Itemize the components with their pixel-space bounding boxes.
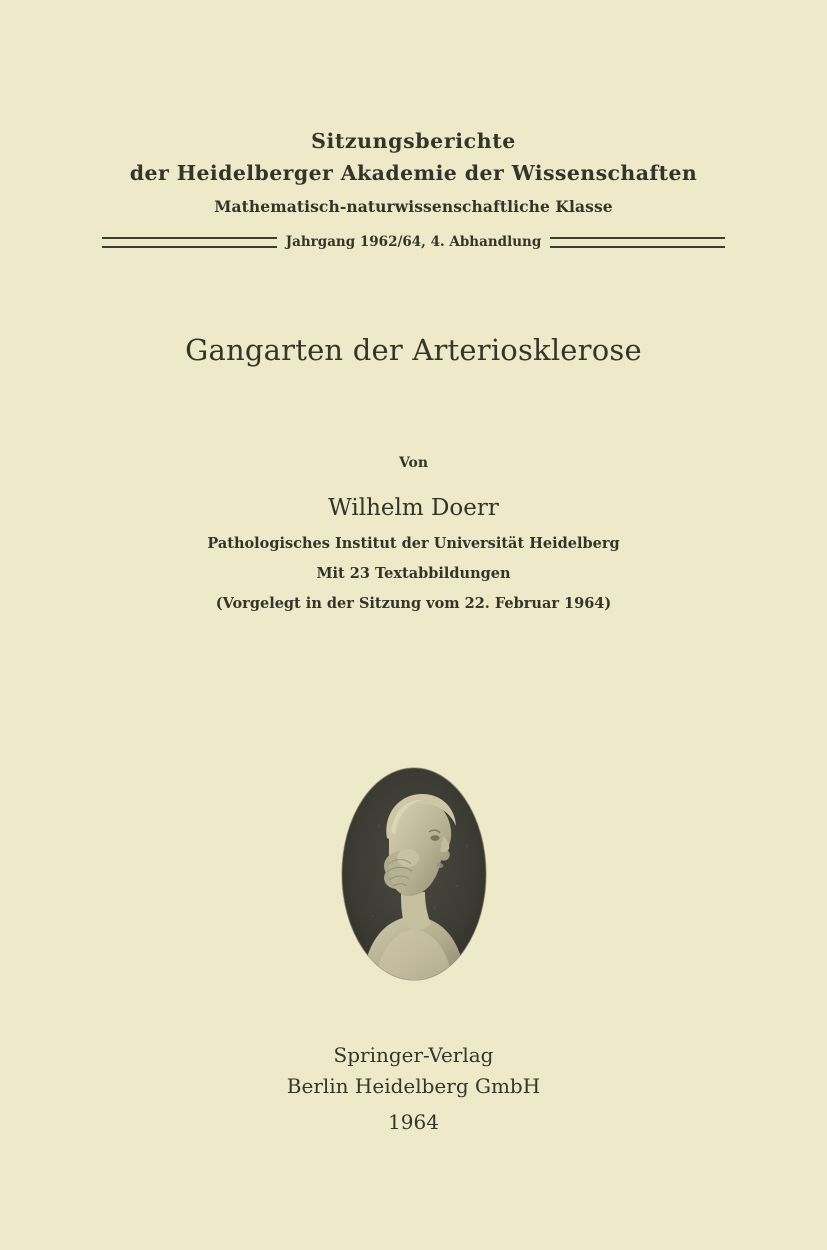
volume-designation: Jahrgang 1962/64, 4. Abhandlung	[285, 234, 542, 250]
by-word: Von	[398, 455, 429, 471]
series-subtitle: Mathematisch-naturwissenschaftliche Klasse	[214, 197, 613, 217]
springer-athena-medallion-icon	[339, 766, 489, 982]
publisher-name: Springer-Verlag	[333, 1043, 494, 1067]
author-block	[0, 455, 827, 612]
double-rule-left	[102, 237, 277, 248]
author-name: Wilhelm Doerr	[328, 495, 499, 521]
publication-year: 1964	[388, 1110, 439, 1134]
presentation-note: (Vorgelegt in der Sitzung vom 22. Februar 1964)	[215, 595, 612, 612]
series-title-line-1: Sitzungsberichte	[311, 129, 516, 153]
figure-count-note: Mit 23 Textabbildungen	[316, 565, 511, 582]
imprint-block	[0, 1040, 827, 1134]
author-affiliation: Pathologisches Institut der Universität Heidelberg	[207, 535, 620, 552]
series-header	[0, 128, 827, 216]
series-title-line-2: der Heidelberger Akademie der Wissenschaften	[129, 160, 698, 185]
page-title: Gangarten der Arteriosklerose	[185, 333, 642, 367]
volume-rule-row	[0, 234, 827, 250]
publisher-place: Berlin Heidelberg GmbH	[286, 1074, 541, 1098]
double-rule-right	[550, 237, 725, 248]
